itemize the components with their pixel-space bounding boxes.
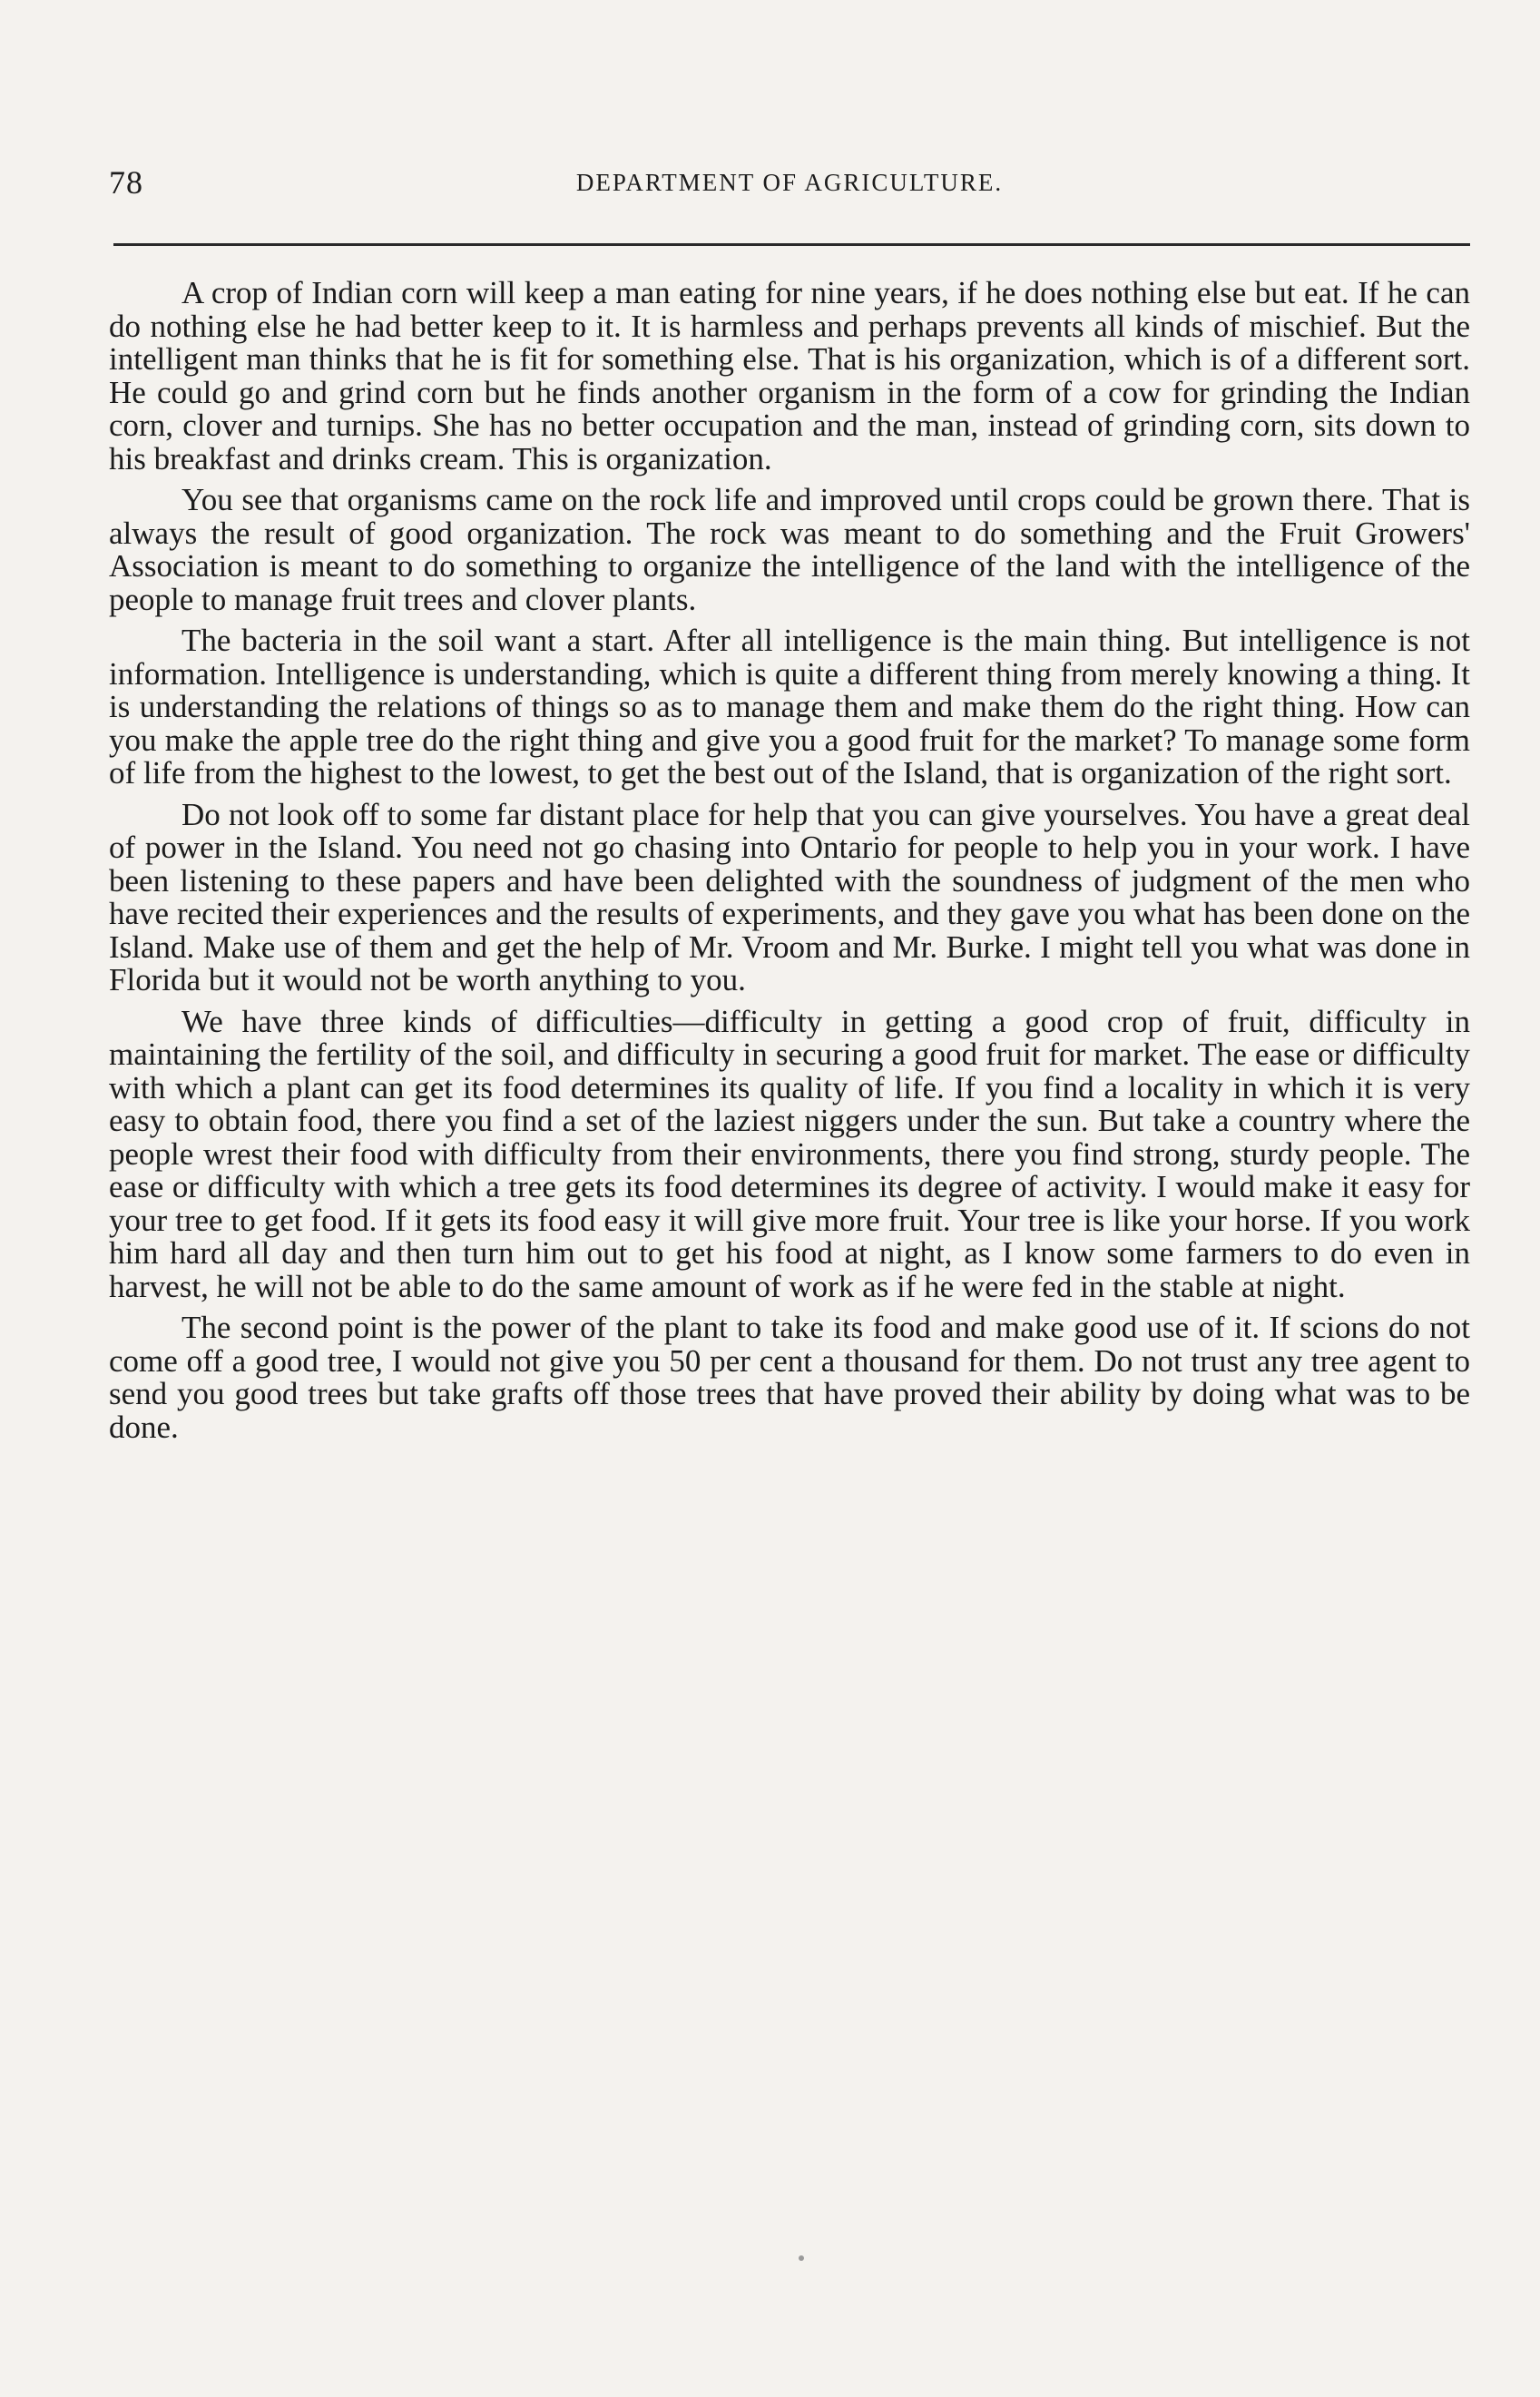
paragraph-5: We have three kinds of difficulties—difficulty in getting a good crop of fruit, difficulty in maintaining the fertility of the soil, and difficulty in securing a good fruit for market. The ease or difficulty with which a plant can get its food determines its quality of life. If you find a locality in which it is very easy to obtain food, there you find a set of the laziest niggers under the sun. But take a country where the people wrest their food with difficulty from their environments, there you find strong, sturdy people. The ease or difficulty with which a tree gets its food determines its degree of activity. I would make it easy for your tree to get food. If it gets its food easy it will give more fruit. Your tree is like your horse. If you work him hard all day and then turn him out to get his food at night, as I know some farmers to do even in harvest, he will not be able to do the same amount of work as if he were fed in the stable at night. xyxy=(109,1003,1470,1304)
paragraph-2: You see that organisms came on the rock life and improved until crops could be grown there. That is always the result of good organization. The rock was meant to do something and the Fruit Growers' Association is meant to do something to organize the intelligence of the land with the intelligence of the people to manage fruit trees and clover plants. xyxy=(109,482,1470,617)
header-rule xyxy=(113,243,1470,246)
paragraph-6: The second point is the power of the plant to take its food and make good use of it. If scions do not come off a good tree, I would not give you 50 per cent a thousand for them. Do not trust any tree agent to send you good trees but take grafts off those trees that have proved their ability by doing what was to be done. xyxy=(109,1310,1470,1445)
page-number: 78 xyxy=(109,164,143,201)
running-title: DEPARTMENT OF AGRICULTURE. xyxy=(575,169,1004,196)
page-header xyxy=(109,163,1470,209)
document-page xyxy=(109,0,1470,2397)
paragraph-1: A crop of Indian corn will keep a man eating for nine years, if he does nothing else but eat. If he can do nothing else he had better keep to it. It is harmless and perhaps prevents all kinds of mischief. But the intelligent man thinks that he is fit for something else. That is his organization, which is of a different sort. He could go and grind corn but he finds another organism in the form of a cow for grinding the Indian corn, clover and turnips. She has no better occupation and the man, instead of grinding corn, sits down to his breakfast and drinks cream. This is organization. xyxy=(109,275,1470,476)
body-text xyxy=(109,277,1470,1452)
paragraph-4: Do not look off to some far distant place for help that you can give yourselves. You have a great deal of power in the Island. You need not go chasing into Ontario for people to help you in your work. I have been listening to these papers and have been delighted with the soundness of judgment of the men who have recited their experiences and the results of experiments, and they gave you what has been done on the Island. Make use of them and get the help of Mr. Vroom and Mr. Burke. I might tell you what was done in Florida but it would not be worth anything to you. xyxy=(109,796,1470,997)
paragraph-3: The bacteria in the soil want a start. After all intelligence is the main thing. But intelligence is not information. Intelligence is understanding, which is quite a different thing from merely knowing a thing. It is understanding the relations of things so as to manage them and make them do the right thing. How can you make the apple tree do the right thing and give you a good fruit for the market? To manage some form of life from the highest to the lowest, to get the best out of the Island, that is organization of the right sort. xyxy=(109,623,1470,791)
print-speck xyxy=(799,2255,804,2261)
